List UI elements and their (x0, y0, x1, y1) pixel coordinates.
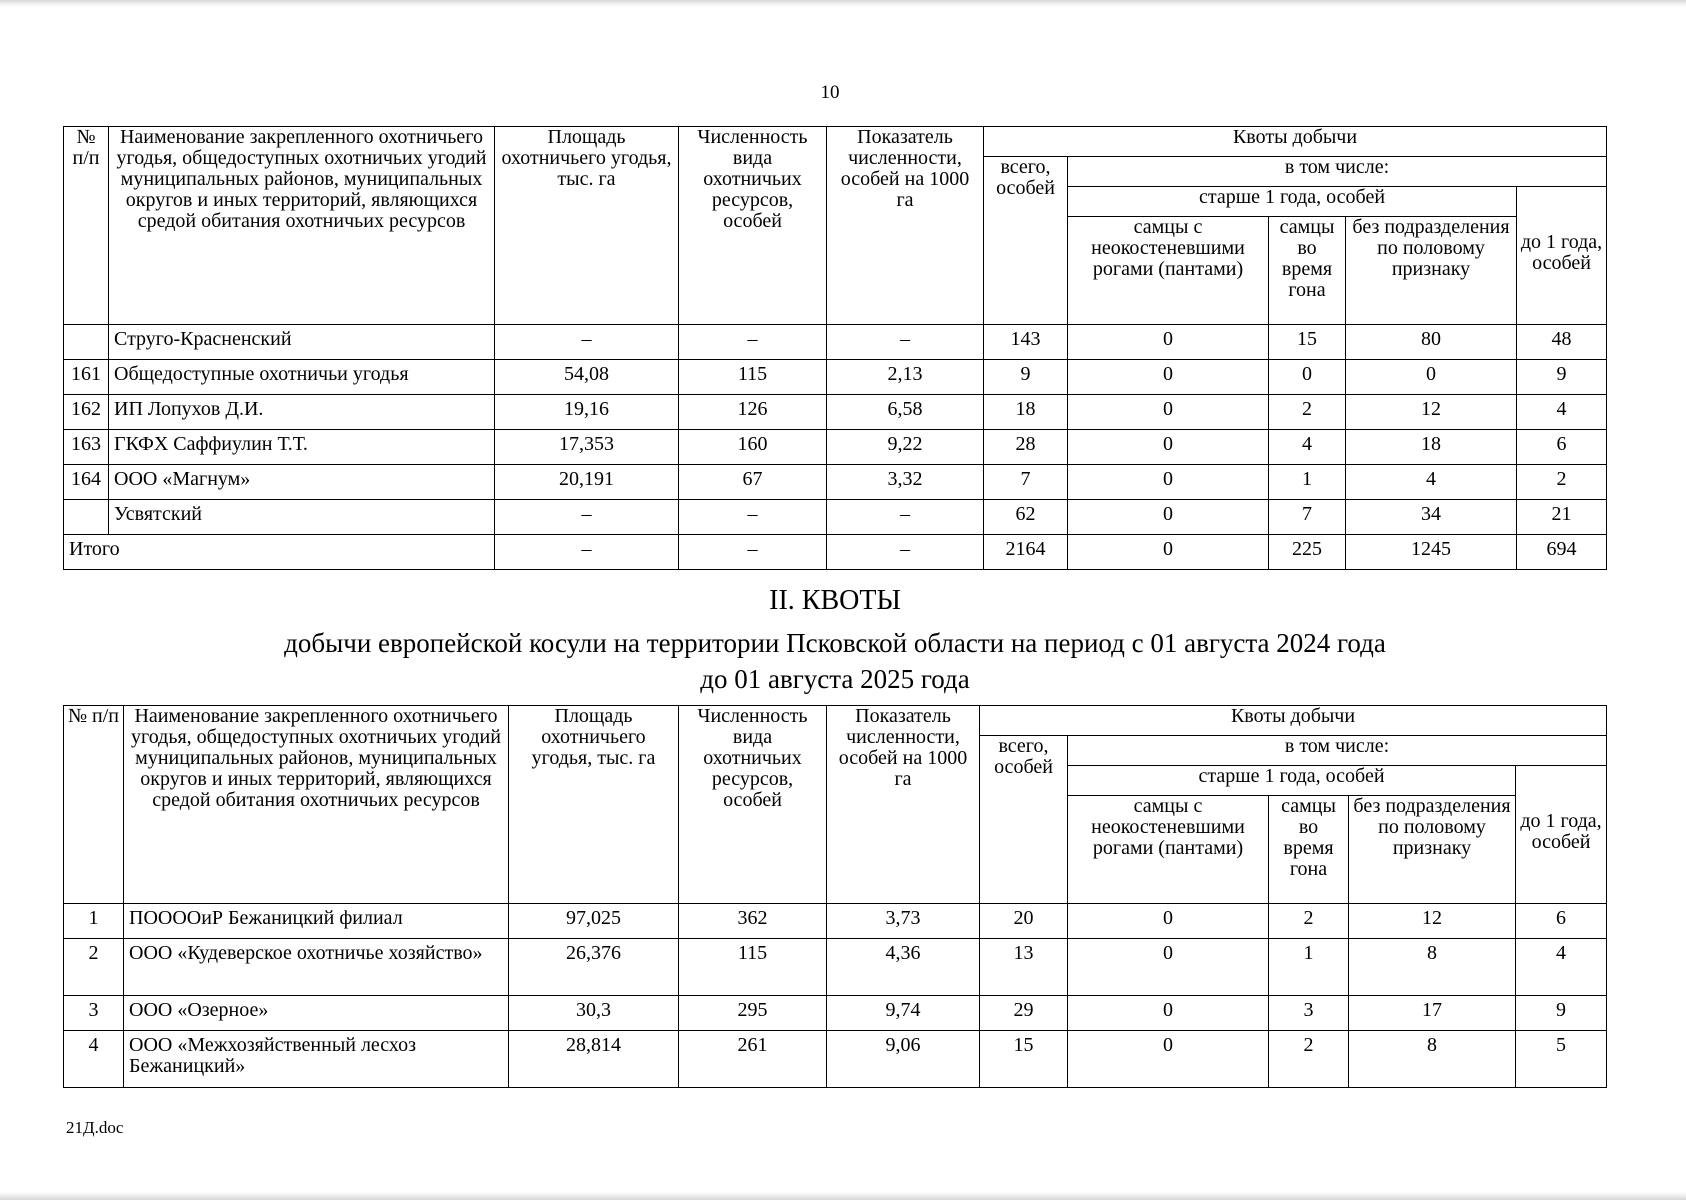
cell-antlers: 0 (1068, 996, 1269, 1031)
cell-density: 3,32 (827, 465, 984, 500)
cell-under1: 4 (1516, 939, 1607, 996)
header-area: Площадь охотничьего угодья, тыс. га (509, 706, 679, 904)
header-total: всего, особей (980, 736, 1068, 904)
total-rut: 225 (1269, 535, 1346, 570)
table-row (64, 500, 1607, 535)
cell-name: ООО «Магнум» (109, 465, 495, 500)
total-row (64, 535, 1607, 570)
cell-under1: 9 (1517, 360, 1607, 395)
cell-antlers: 0 (1068, 939, 1269, 996)
header-no: № п/п (64, 127, 109, 325)
table-body (64, 904, 1607, 1088)
cell-nosex: 17 (1349, 996, 1516, 1031)
cell-antlers: 0 (1068, 395, 1269, 430)
cell-count: 160 (679, 430, 827, 465)
cell-rut: 15 (1269, 325, 1346, 360)
cell-density: 3,73 (827, 904, 980, 939)
cell-total: 20 (980, 904, 1068, 939)
total-total: 2164 (984, 535, 1068, 570)
cell-count: – (679, 500, 827, 535)
header-area: Площадь охотничьего угодья, тыс. га (495, 127, 679, 325)
cell-rut: 7 (1269, 500, 1346, 535)
subtitle-line-2: до 01 августа 2025 года (700, 664, 970, 694)
header-count: Численность вида охотничьих ресурсов, особей (679, 127, 827, 325)
table-row (64, 465, 1607, 500)
cell-under1: 9 (1516, 996, 1607, 1031)
cell-count: 67 (679, 465, 827, 500)
header-name: Наименование закрепленного охотничьего угодья, общедоступных охотничьих угодий муниципальных районов, муниципальных округов и иных территорий, являющихся средой обитания охотничьих ресурсов (124, 706, 509, 904)
total-count: – (679, 535, 827, 570)
cell-no: 1 (64, 904, 124, 939)
total-row-group (64, 535, 1607, 570)
cell-under1: 4 (1517, 395, 1607, 430)
cell-total: 7 (984, 465, 1068, 500)
cell-area: 54,08 (495, 360, 679, 395)
header-rut: самцы во время гона (1269, 217, 1346, 325)
header-density: Показатель численности, особей на 1000 га (827, 706, 980, 904)
cell-area: 17,353 (495, 430, 679, 465)
header-antlers: самцы с неокостеневшими рогами (пантами) (1068, 796, 1269, 904)
header-nosex: без подразделения по половому признаку (1346, 217, 1517, 325)
cell-no: 4 (64, 1031, 124, 1088)
cell-density: 9,06 (827, 1031, 980, 1088)
total-under1: 694 (1517, 535, 1607, 570)
table-row (64, 430, 1607, 465)
cell-area: 20,191 (495, 465, 679, 500)
cell-total: 13 (980, 939, 1068, 996)
cell-nosex: 4 (1346, 465, 1517, 500)
cell-no (64, 500, 109, 535)
cell-under1: 6 (1517, 430, 1607, 465)
cell-no: 3 (64, 996, 124, 1031)
table-row (64, 395, 1607, 430)
cell-rut: 4 (1269, 430, 1346, 465)
cell-antlers: 0 (1068, 360, 1269, 395)
cell-nosex: 0 (1346, 360, 1517, 395)
cell-no: 2 (64, 939, 124, 996)
cell-name: ООО «Озерное» (124, 996, 509, 1031)
cell-name: ООО «Кудеверское охотничье хозяйство» (124, 939, 509, 996)
total-density: – (827, 535, 984, 570)
header-under1: до 1 года, особей (1516, 766, 1607, 904)
cell-count: 261 (679, 1031, 827, 1088)
cell-name: ИП Лопухов Д.И. (109, 395, 495, 430)
section-title: II. КВОТЫ (769, 585, 901, 616)
cell-total: 143 (984, 325, 1068, 360)
cell-rut: 1 (1269, 939, 1349, 996)
page-number: 10 (820, 82, 840, 103)
cell-no: 162 (64, 395, 109, 430)
cell-no: 163 (64, 430, 109, 465)
cell-area: – (495, 325, 679, 360)
cell-area: – (495, 500, 679, 535)
table-row (64, 1031, 1607, 1088)
header-rut: самцы во время гона (1269, 796, 1349, 904)
cell-density: 2,13 (827, 360, 984, 395)
total-antlers: 0 (1068, 535, 1269, 570)
scan-edge-top (0, 0, 1686, 7)
cell-antlers: 0 (1068, 500, 1269, 535)
table-header (64, 127, 1607, 325)
table-row (64, 996, 1607, 1031)
quota-table-continuation (63, 126, 1607, 570)
cell-under1: 2 (1517, 465, 1607, 500)
header-older: старше 1 года, особей (1068, 766, 1516, 796)
cell-under1: 48 (1517, 325, 1607, 360)
cell-total: 29 (980, 996, 1068, 1031)
cell-nosex: 8 (1349, 1031, 1516, 1088)
cell-area: 97,025 (509, 904, 679, 939)
cell-name: Струго-Красненский (109, 325, 495, 360)
cell-density: 9,74 (827, 996, 980, 1031)
cell-density: 4,36 (827, 939, 980, 996)
cell-count: 126 (679, 395, 827, 430)
cell-nosex: 80 (1346, 325, 1517, 360)
table-row (64, 360, 1607, 395)
cell-antlers: 0 (1068, 430, 1269, 465)
cell-name: ПООООиР Бежаницкий филиал (124, 904, 509, 939)
cell-rut: 2 (1269, 904, 1349, 939)
cell-under1: 6 (1516, 904, 1607, 939)
cell-name: Общедоступные охотничьи угодья (109, 360, 495, 395)
cell-under1: 5 (1516, 1031, 1607, 1088)
header-antlers: самцы с неокостеневшими рогами (пантами) (1068, 217, 1269, 325)
header-density: Показатель численности, особей на 1000 га (827, 127, 984, 325)
cell-total: 62 (984, 500, 1068, 535)
cell-density: – (827, 325, 984, 360)
subtitle-line-1: добычи европейской косули на территории Псковской области на период с 01 августа 2024 года (284, 628, 1386, 658)
cell-no (64, 325, 109, 360)
cell-nosex: 18 (1346, 430, 1517, 465)
cell-total: 15 (980, 1031, 1068, 1088)
scan-edge-bottom (0, 1192, 1686, 1200)
cell-no: 164 (64, 465, 109, 500)
total-nosex: 1245 (1346, 535, 1517, 570)
cell-density: 6,58 (827, 395, 984, 430)
cell-density: – (827, 500, 984, 535)
cell-count: 362 (679, 904, 827, 939)
header-older: старше 1 года, особей (1068, 187, 1517, 217)
table-body (64, 325, 1607, 535)
header-total: всего, особей (984, 157, 1068, 325)
total-label: Итого (64, 535, 495, 570)
cell-name: ГКФХ Саффиулин Т.Т. (109, 430, 495, 465)
cell-density: 9,22 (827, 430, 984, 465)
table-row (64, 904, 1607, 939)
cell-total: 28 (984, 430, 1068, 465)
header-quotas: Квоты добычи (980, 706, 1607, 736)
cell-nosex: 12 (1346, 395, 1517, 430)
cell-name: Усвятский (109, 500, 495, 535)
cell-total: 9 (984, 360, 1068, 395)
cell-count: – (679, 325, 827, 360)
header-under1: до 1 года, особей (1517, 187, 1607, 325)
cell-area: 30,3 (509, 996, 679, 1031)
total-area: – (495, 535, 679, 570)
cell-nosex: 8 (1349, 939, 1516, 996)
cell-rut: 2 (1269, 1031, 1349, 1088)
cell-no: 161 (64, 360, 109, 395)
cell-count: 115 (679, 360, 827, 395)
cell-count: 295 (679, 996, 827, 1031)
table-row (64, 325, 1607, 360)
cell-nosex: 34 (1346, 500, 1517, 535)
header-quotas: Квоты добычи (984, 127, 1607, 157)
cell-total: 18 (984, 395, 1068, 430)
header-nosex: без подразделения по половому признаку (1349, 796, 1516, 904)
cell-area: 19,16 (495, 395, 679, 430)
cell-rut: 0 (1269, 360, 1346, 395)
section-subtitle (60, 625, 1610, 697)
cell-antlers: 0 (1068, 325, 1269, 360)
cell-area: 28,814 (509, 1031, 679, 1088)
cell-antlers: 0 (1068, 904, 1269, 939)
cell-antlers: 0 (1068, 1031, 1269, 1088)
cell-rut: 3 (1269, 996, 1349, 1031)
roe-deer-quota-table (63, 705, 1607, 1088)
header-including: в том числе: (1068, 157, 1607, 187)
cell-name: ООО «Межхозяйственный лесхоз Бежаницкий» (124, 1031, 509, 1088)
cell-nosex: 12 (1349, 904, 1516, 939)
cell-area: 26,376 (509, 939, 679, 996)
table-header (64, 706, 1607, 904)
table-row (64, 939, 1607, 996)
header-name: Наименование закрепленного охотничьего угодья, общедоступных охотничьих угодий муниципальных районов, муниципальных округов и иных территорий, являющихся средой обитания охотничьих ресурсов (109, 127, 495, 325)
cell-rut: 1 (1269, 465, 1346, 500)
cell-under1: 21 (1517, 500, 1607, 535)
header-no: № п/п (64, 706, 124, 904)
cell-antlers: 0 (1068, 465, 1269, 500)
footer-filename: 21Д.doc (66, 1118, 124, 1137)
cell-rut: 2 (1269, 395, 1346, 430)
header-including: в том числе: (1068, 736, 1607, 766)
cell-count: 115 (679, 939, 827, 996)
header-count: Численность вида охотничьих ресурсов, особей (679, 706, 827, 904)
